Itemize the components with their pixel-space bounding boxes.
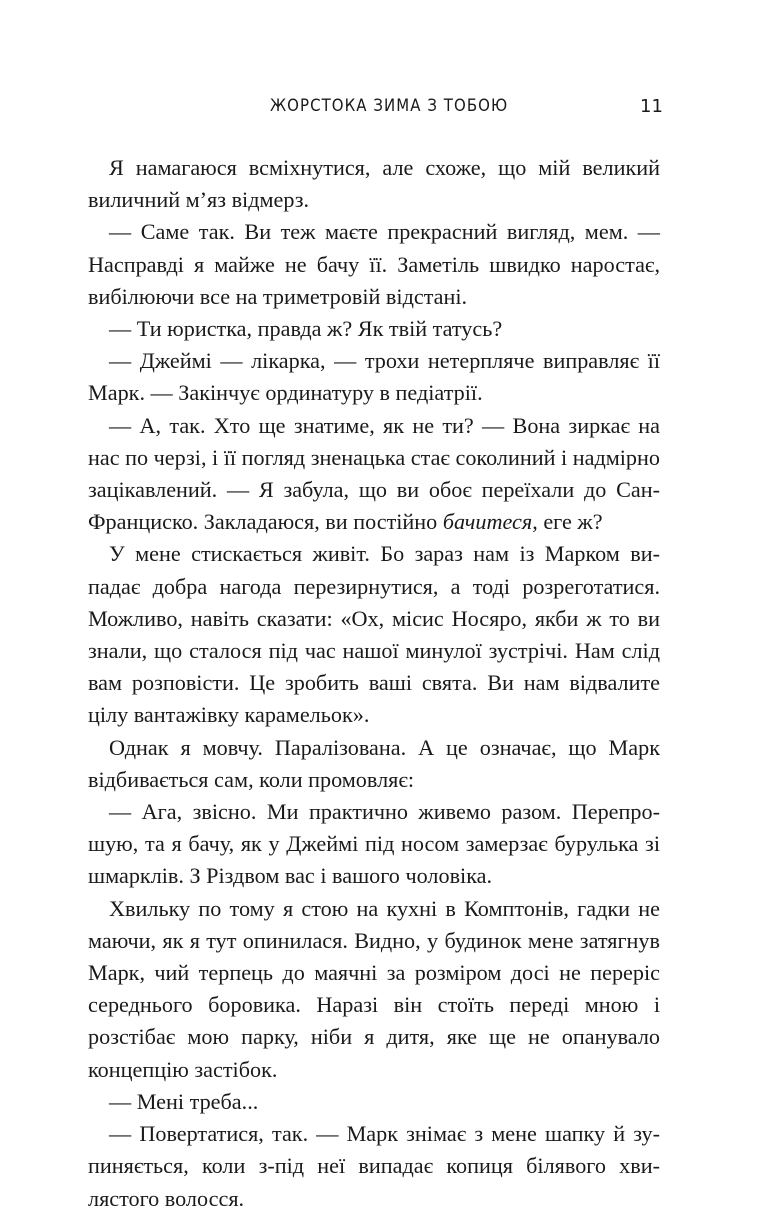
paragraph: — Мені треба... [109, 1088, 259, 1114]
running-title: ЖОРСТОКА ЗИМА З ТОБОЮ [270, 96, 509, 116]
body-text [88, 152, 660, 1215]
paragraph: — Ага, звісно. Ми практично живемо разом. Перепрошую, та я бачу, як у Джеймі під носом замерзає бурулька зі шмарклів. З Різдвом вас і вашого чоловіка. [88, 799, 660, 889]
paragraph: — А, так. Хто ще знатиме, як не ти? — Вона зиркає на нас по черзі, і її погляд зненацька стає соколиний і надмірно зацікавлений. — Я забула, що ви обоє переїхали до Сан-Франциско. Закладаюся, ви постійно бачитеся, еге ж? [88, 412, 660, 535]
paragraph: Я намагаюся всміхнутися, але схоже, що мій великий виличний м’яз відмерз. [88, 155, 660, 213]
page-number: 11 [640, 96, 663, 117]
paragraph: У мене стискається живіт. Бо зараз нам із Марком випадає добра нагода перезирнутися, а тоді розреготатися. Можливо, навіть сказати: «Ох, місис Носяро, якби ж то ви знали, що сталося під час нашої минулої зустрічі. Нам слід вам розповісти. Це зробить ваші свята. Ви нам відвалите цілу вантажівку карамельок». [88, 541, 660, 728]
paragraph: — Ти юристка, правда ж? Як твій татусь? [109, 316, 503, 342]
paragraph: Хвильку по тому я стою на кухні в Комптонів, гадки не маючи, як я тут опинилася. Видно, у будинок мене затягнув Марк, чий терпець до маячні за розміром досі не переріс середнього боровика. Наразі він стоїть переді мною і розстібає мою парку, ніби я дитя, яке ще не опанувало концепцію застібок. [88, 895, 660, 1082]
paragraph: — Саме так. Ви теж маєте прекрасний вигляд, мем. — Насправді я майже не бачу її. Заметіль швидко наростає, вибілюючи все на триметровій відстані. [88, 219, 660, 309]
paragraph: Однак я мовчу. Паралізована. А це означає, що Марк відбивається сам, коли промовляє: [88, 734, 660, 792]
paragraph: — Повертатися, так. — Марк знімає з мене шапку й зупиняється, коли з-під неї випадає копиця білявого хвилястого волосся. [88, 1121, 660, 1211]
paragraph: — Джеймі — лікарка, — трохи нетерпляче виправляє її Марк. — Закінчує ординатуру в педіатрії. [88, 348, 660, 406]
emphasis: бачитеся [442, 509, 533, 535]
running-head [0, 96, 780, 126]
